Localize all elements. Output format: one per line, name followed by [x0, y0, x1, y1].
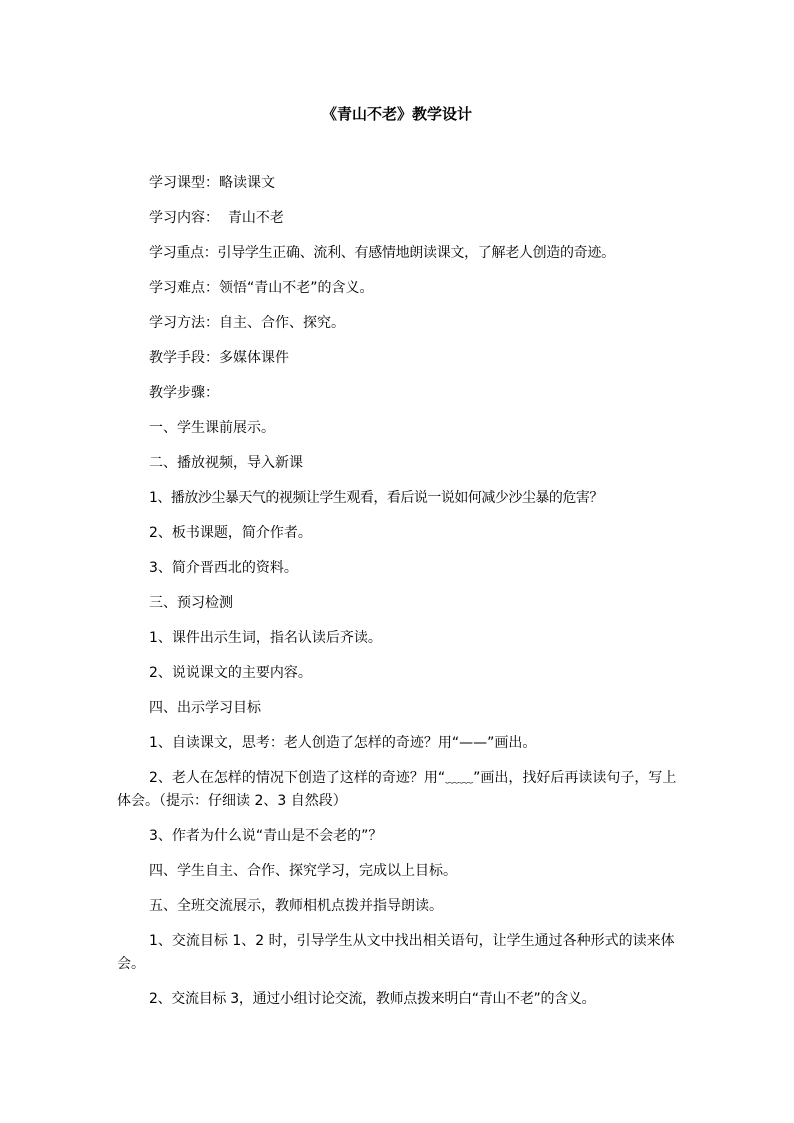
step-two-item-2: 2、板书课题，简介作者。 [149, 525, 312, 541]
step-four-item-2: 2、老人在怎样的情况下创造了这样的奇迹？用“﹏﹏”画出，找好后再读读句子，写上体会。（提示：仔细读 2、3 自然段） [117, 770, 677, 809]
lesson-content-line: 学习内容： 青山不老 [149, 210, 284, 226]
step-five-item-2: 2、交流目标 3，通过小组讨论交流，教师点拨来明白“青山不老”的含义。 [149, 991, 596, 1007]
step-two-item-1: 1、播放沙尘暴天气的视频让学生观看，看后说一说如何减少沙尘暴的危害？ [149, 490, 603, 506]
step-five-item-1: 1、交流目标 1、2 时，引导学生从文中找出相关语句，让学生通过各种形式的读来体会。 [117, 933, 675, 972]
media-line: 教学手段：多媒体课件 [149, 350, 289, 366]
step-two-heading: 二、播放视频，导入新课 [149, 455, 303, 471]
step-three-item-1: 1、课件出示生词，指名认读后齐读。 [149, 630, 382, 646]
step-four-heading: 四、出示学习目标 [149, 700, 261, 716]
step-three-item-2: 2、说说课文的主要内容。 [149, 665, 312, 681]
document-body [117, 172, 682, 1023]
step-four-item-1: 1、自读课文，思考：老人创造了怎样的奇迹？用“——”画出。 [149, 735, 537, 751]
document-title: 《青山不老》教学设计 [321, 105, 472, 123]
key-points-line: 学习重点：引导学生正确、流利、有感情地朗读课文，了解老人创造的奇迹。 [149, 245, 615, 261]
step-five-heading: 五、全班交流展示，教师相机点拨并指导朗读。 [149, 898, 443, 914]
step-one-heading: 一、学生课前展示。 [149, 420, 275, 436]
difficulty-line: 学习难点：领悟“青山不老”的含义。 [149, 280, 374, 296]
steps-heading: 教学步骤： [149, 385, 219, 401]
lesson-type-line: 学习课型：略读课文 [149, 175, 275, 191]
step-four-item-3: 3、作者为什么说“青山是不会老的”？ [149, 828, 383, 844]
step-four-b-heading: 四、学生自主、合作、探究学习，完成以上目标。 [149, 863, 457, 879]
step-three-heading: 三、预习检测 [149, 595, 233, 611]
step-two-item-3: 3、简介晋西北的资料。 [149, 560, 298, 576]
method-line: 学习方法：自主、合作、探究。 [149, 315, 345, 331]
